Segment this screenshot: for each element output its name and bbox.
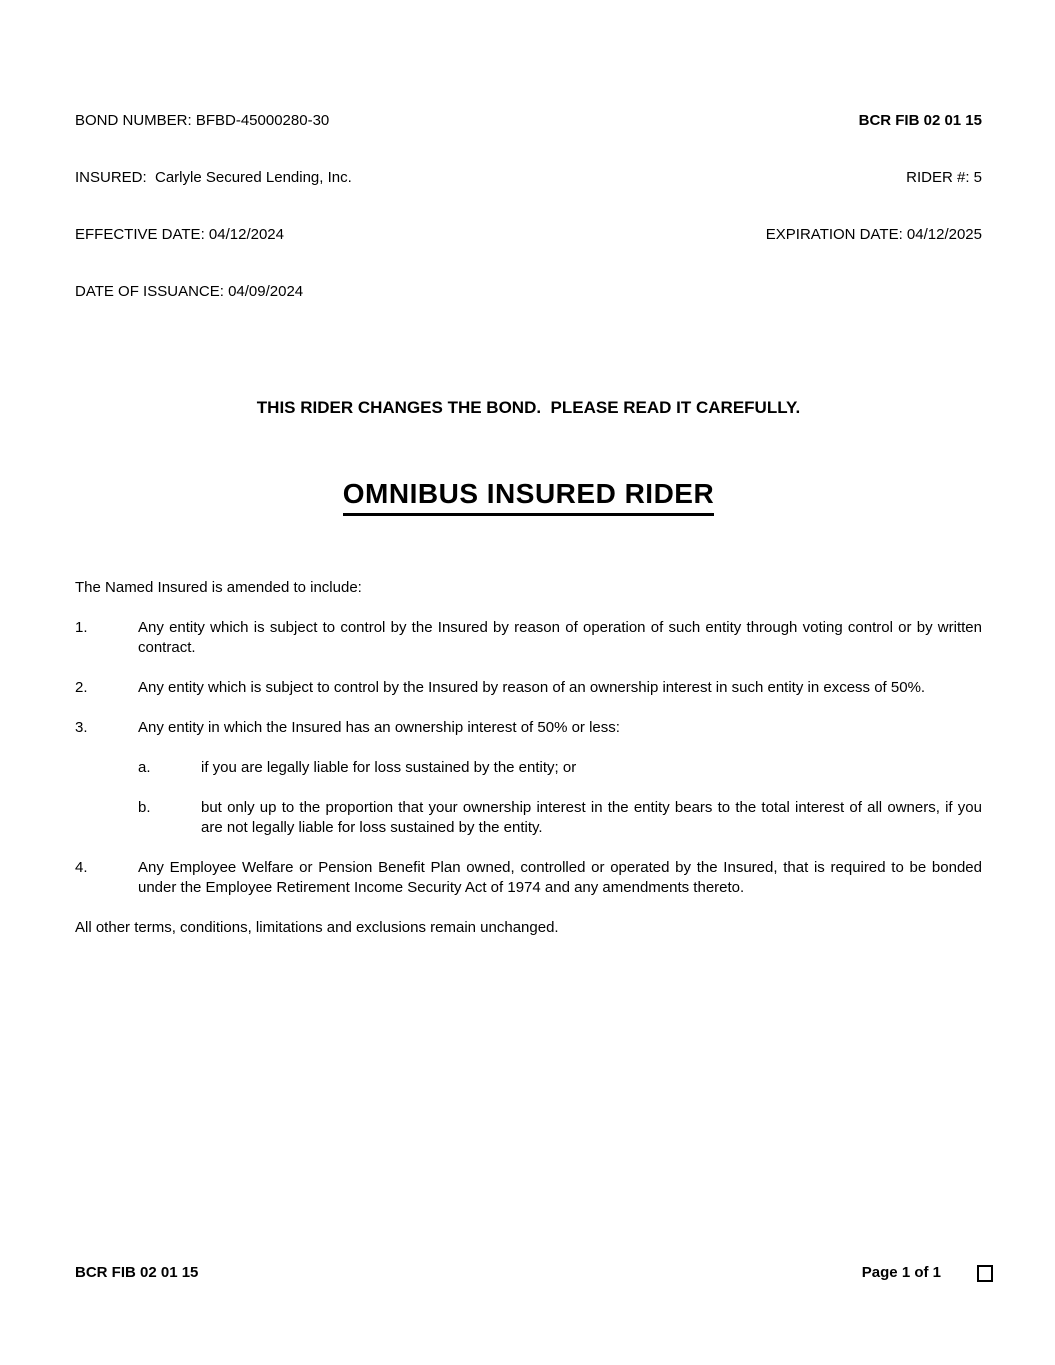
list-item-marker: 2. [75,679,88,696]
page-number: Page 1 of 1 [861,1264,941,1281]
list-item-marker: a. [138,759,151,776]
header-right-block [766,73,982,282]
list-item-1 [75,618,982,658]
rider-number: RIDER #: 5 [906,169,982,186]
list-item-4 [75,858,982,898]
title-row [75,477,982,516]
document-header [75,73,982,339]
list-item-text: Any entity in which the Insured has an ownership interest of 50% or less: [138,719,620,736]
form-number: BCR FIB 02 01 15 [858,112,982,129]
list-item-text: but only up to the proportion that your ownership interest in the entity bears to the total interest of all owners, if you are not legally liable for loss sustained by the entity. [201,799,982,836]
date-of-issuance: DATE OF ISSUANCE: 04/09/2024 [75,283,304,300]
header-left-block [75,73,352,339]
page-end-square-icon [977,1265,993,1282]
insured-name: INSURED: Carlyle Secured Lending, Inc. [75,169,352,186]
change-notice: THIS RIDER CHANGES THE BOND. PLEASE READ IT CAREFULLY. [256,398,801,417]
footer-right-block [862,1263,993,1283]
list-subitem-a [138,758,982,778]
document-body [75,578,982,938]
page-title: OMNIBUS INSURED RIDER [343,477,714,516]
list-item-text: if you are legally liable for loss sustained by the entity; or [201,759,577,776]
list-item-text: Any entity which is subject to control by the Insured by reason of operation of such entity through voting control or by written contract. [138,619,982,656]
list-subitem-b [138,798,982,838]
effective-date: EFFECTIVE DATE: 04/12/2024 [75,226,284,243]
list-item-text: Any entity which is subject to control by the Insured by reason of an ownership interest in such entity in excess of 50%. [138,679,926,696]
closing-paragraph: All other terms, conditions, limitations and exclusions remain unchanged. [75,919,559,936]
footer-form-number: BCR FIB 02 01 15 [75,1264,199,1281]
document-footer [75,1263,993,1283]
list-item-3 [75,718,982,738]
list-item-marker: 3. [75,719,88,736]
intro-paragraph: The Named Insured is amended to include: [75,579,362,596]
list-item-text: Any Employee Welfare or Pension Benefit Plan owned, controlled or operated by the Insured, that is required to be bonded under the Employee Retirement Income Security Act of 1974 and any amendments thereto. [138,859,982,896]
expiration-date: EXPIRATION DATE: 04/12/2025 [765,226,982,243]
list-item-marker: b. [138,799,151,816]
list-item-marker: 1. [75,619,88,636]
bond-number: BOND NUMBER: BFBD-45000280-30 [75,112,330,129]
list-item-marker: 4. [75,859,88,876]
list-item-2 [75,678,982,698]
